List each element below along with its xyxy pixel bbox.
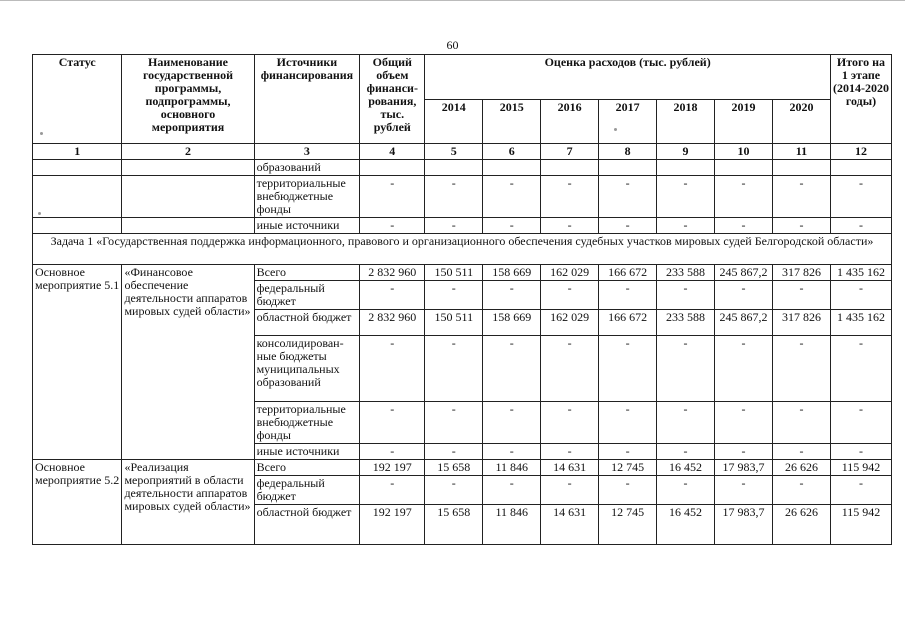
value-cell (715, 160, 773, 176)
value-cell (541, 160, 599, 176)
value-cell: 150 511 (425, 265, 483, 281)
header-sources: Источники финансирования (254, 55, 360, 144)
column-number: 1 (33, 144, 122, 160)
value-cell: - (541, 176, 599, 218)
value-cell: 233 588 (657, 310, 715, 336)
value-cell: - (425, 402, 483, 444)
table-row (33, 218, 892, 234)
value-cell: - (830, 281, 891, 310)
value-cell: - (425, 281, 483, 310)
value-cell: 245 867,2 (715, 265, 773, 281)
value-cell: 166 672 (599, 310, 657, 336)
value-cell (772, 160, 830, 176)
value-cell: - (360, 176, 425, 218)
value-cell: 1 435 162 (830, 265, 891, 281)
value-cell: - (599, 218, 657, 234)
expenses-table (32, 54, 892, 545)
source-cell: иные источники (254, 218, 360, 234)
value-cell: - (541, 218, 599, 234)
value-cell: 115 942 (830, 505, 891, 545)
value-cell: 2 832 960 (360, 265, 425, 281)
empty-status-cell (33, 218, 122, 234)
source-cell: иные источники (254, 444, 360, 460)
value-cell: - (599, 336, 657, 402)
value-cell: - (483, 402, 541, 444)
header-program-name: Наименование государственной программы, подпрограммы, основного мероприятия (122, 55, 254, 144)
source-cell: областной бюджет (254, 505, 360, 545)
value-cell: 158 669 (483, 310, 541, 336)
value-cell: - (483, 444, 541, 460)
column-number: 6 (483, 144, 541, 160)
value-cell: - (830, 402, 891, 444)
value-cell: 192 197 (360, 460, 425, 476)
source-cell: областной бюджет (254, 310, 360, 336)
column-number: 3 (254, 144, 360, 160)
column-number: 10 (715, 144, 773, 160)
value-cell: - (772, 402, 830, 444)
value-cell: - (715, 476, 773, 505)
value-cell: - (483, 476, 541, 505)
value-cell: 11 846 (483, 505, 541, 545)
column-number: 9 (657, 144, 715, 160)
table-row (33, 160, 892, 176)
activity-name: «Финансовое обеспечение деятельности аппаратов мировых судей области» (122, 265, 254, 460)
value-cell: - (772, 336, 830, 402)
value-cell: 317 826 (772, 310, 830, 336)
value-cell: - (715, 402, 773, 444)
value-cell: 2 832 960 (360, 310, 425, 336)
header-expenses: Оценка расходов (тыс. рублей) (425, 55, 831, 100)
value-cell: 233 588 (657, 265, 715, 281)
value-cell: - (657, 402, 715, 444)
table-row (33, 265, 892, 281)
value-cell (425, 160, 483, 176)
empty-status-cell (33, 176, 122, 218)
empty-name-cell (122, 218, 254, 234)
task-title: Задача 1 «Государственная поддержка информационного, правового и организационного обеспечения судебных участков мировых судей Белгородской области» (33, 234, 892, 265)
value-cell: - (715, 218, 773, 234)
activity-status: Основное мероприятие 5.1 (33, 265, 122, 460)
value-cell: 317 826 (772, 265, 830, 281)
value-cell: 166 672 (599, 265, 657, 281)
value-cell: - (483, 281, 541, 310)
value-cell: - (541, 402, 599, 444)
value-cell: - (425, 336, 483, 402)
value-cell: - (360, 444, 425, 460)
value-cell: - (772, 281, 830, 310)
scan-speck (40, 132, 43, 135)
value-cell: 16 452 (657, 505, 715, 545)
activity-status: Основное мероприятие 5.2 (33, 460, 122, 545)
value-cell: - (483, 176, 541, 218)
value-cell: - (541, 444, 599, 460)
value-cell (599, 160, 657, 176)
value-cell: - (483, 218, 541, 234)
value-cell: - (599, 476, 657, 505)
year-header: 2015 (483, 99, 541, 144)
value-cell: 115 942 (830, 460, 891, 476)
value-cell: - (830, 476, 891, 505)
value-cell: - (657, 176, 715, 218)
value-cell: 26 626 (772, 460, 830, 476)
source-cell: Всего (254, 265, 360, 281)
source-cell: федеральный бюджет (254, 476, 360, 505)
value-cell: - (360, 281, 425, 310)
value-cell: 12 745 (599, 505, 657, 545)
value-cell: - (425, 218, 483, 234)
table-row (33, 176, 892, 218)
year-header: 2014 (425, 99, 483, 144)
value-cell: 162 029 (541, 310, 599, 336)
value-cell: - (657, 476, 715, 505)
column-number: 11 (772, 144, 830, 160)
value-cell: - (772, 218, 830, 234)
value-cell: - (541, 336, 599, 402)
value-cell: - (657, 281, 715, 310)
header-total-volume: Общий объем финанси-рования, тыс. рублей (360, 55, 425, 144)
source-cell: федеральный бюджет (254, 281, 360, 310)
value-cell: - (425, 444, 483, 460)
empty-status-cell (33, 160, 122, 176)
value-cell: - (657, 444, 715, 460)
empty-name-cell (122, 176, 254, 218)
source-cell: территориальные внебюджетные фонды (254, 402, 360, 444)
value-cell: - (715, 444, 773, 460)
value-cell: - (830, 176, 891, 218)
column-number: 7 (541, 144, 599, 160)
source-cell: образований (254, 160, 360, 176)
value-cell (483, 160, 541, 176)
scan-speck (38, 212, 41, 215)
value-cell: - (657, 336, 715, 402)
value-cell: - (715, 336, 773, 402)
value-cell: - (772, 476, 830, 505)
source-cell: консолидирован-ные бюджеты муниципальных образований (254, 336, 360, 402)
value-cell: - (360, 336, 425, 402)
value-cell: - (483, 336, 541, 402)
year-header: 2019 (715, 99, 773, 144)
header-stage-total: Итого на 1 этапе (2014-2020 годы) (830, 55, 891, 144)
value-cell: 12 745 (599, 460, 657, 476)
table-body (33, 160, 892, 545)
value-cell: 150 511 (425, 310, 483, 336)
value-cell: - (425, 176, 483, 218)
value-cell: - (830, 336, 891, 402)
column-number: 8 (599, 144, 657, 160)
value-cell: - (541, 281, 599, 310)
value-cell: - (599, 402, 657, 444)
value-cell: - (360, 218, 425, 234)
value-cell: - (599, 444, 657, 460)
value-cell: - (772, 444, 830, 460)
value-cell: 17 983,7 (715, 505, 773, 545)
value-cell: - (360, 402, 425, 444)
year-header: 2017 (599, 99, 657, 144)
value-cell: 158 669 (483, 265, 541, 281)
value-cell: 16 452 (657, 460, 715, 476)
value-cell (830, 160, 891, 176)
value-cell: - (425, 476, 483, 505)
value-cell: 14 631 (541, 460, 599, 476)
task-row (33, 234, 892, 265)
value-cell: - (715, 281, 773, 310)
column-number-row (33, 144, 892, 160)
value-cell: 14 631 (541, 505, 599, 545)
year-header: 2016 (541, 99, 599, 144)
value-cell: - (599, 176, 657, 218)
value-cell: - (657, 218, 715, 234)
value-cell (657, 160, 715, 176)
value-cell: 162 029 (541, 265, 599, 281)
page-number: 60 (446, 38, 459, 52)
value-cell: - (541, 476, 599, 505)
value-cell: 1 435 162 (830, 310, 891, 336)
value-cell: 11 846 (483, 460, 541, 476)
year-header: 2018 (657, 99, 715, 144)
value-cell: 15 658 (425, 460, 483, 476)
source-cell: Всего (254, 460, 360, 476)
value-cell: - (360, 476, 425, 505)
empty-name-cell (122, 160, 254, 176)
column-number: 4 (360, 144, 425, 160)
value-cell: 192 197 (360, 505, 425, 545)
header-status: Статус (33, 55, 122, 144)
value-cell: 15 658 (425, 505, 483, 545)
page-top-edge (0, 0, 905, 5)
source-cell: территориальные внебюджетные фонды (254, 176, 360, 218)
column-number: 12 (830, 144, 891, 160)
value-cell: - (599, 281, 657, 310)
value-cell: - (772, 176, 830, 218)
value-cell: - (715, 176, 773, 218)
value-cell: - (830, 444, 891, 460)
column-number: 5 (425, 144, 483, 160)
column-number: 2 (122, 144, 254, 160)
value-cell: 245 867,2 (715, 310, 773, 336)
value-cell (360, 160, 425, 176)
year-header: 2020 (772, 99, 830, 144)
scan-speck (614, 128, 617, 131)
value-cell: 26 626 (772, 505, 830, 545)
activity-name: «Реализация мероприятий в области деятельности аппаратов мировых судей области» (122, 460, 254, 545)
value-cell: - (830, 218, 891, 234)
table-row (33, 460, 892, 476)
value-cell: 17 983,7 (715, 460, 773, 476)
